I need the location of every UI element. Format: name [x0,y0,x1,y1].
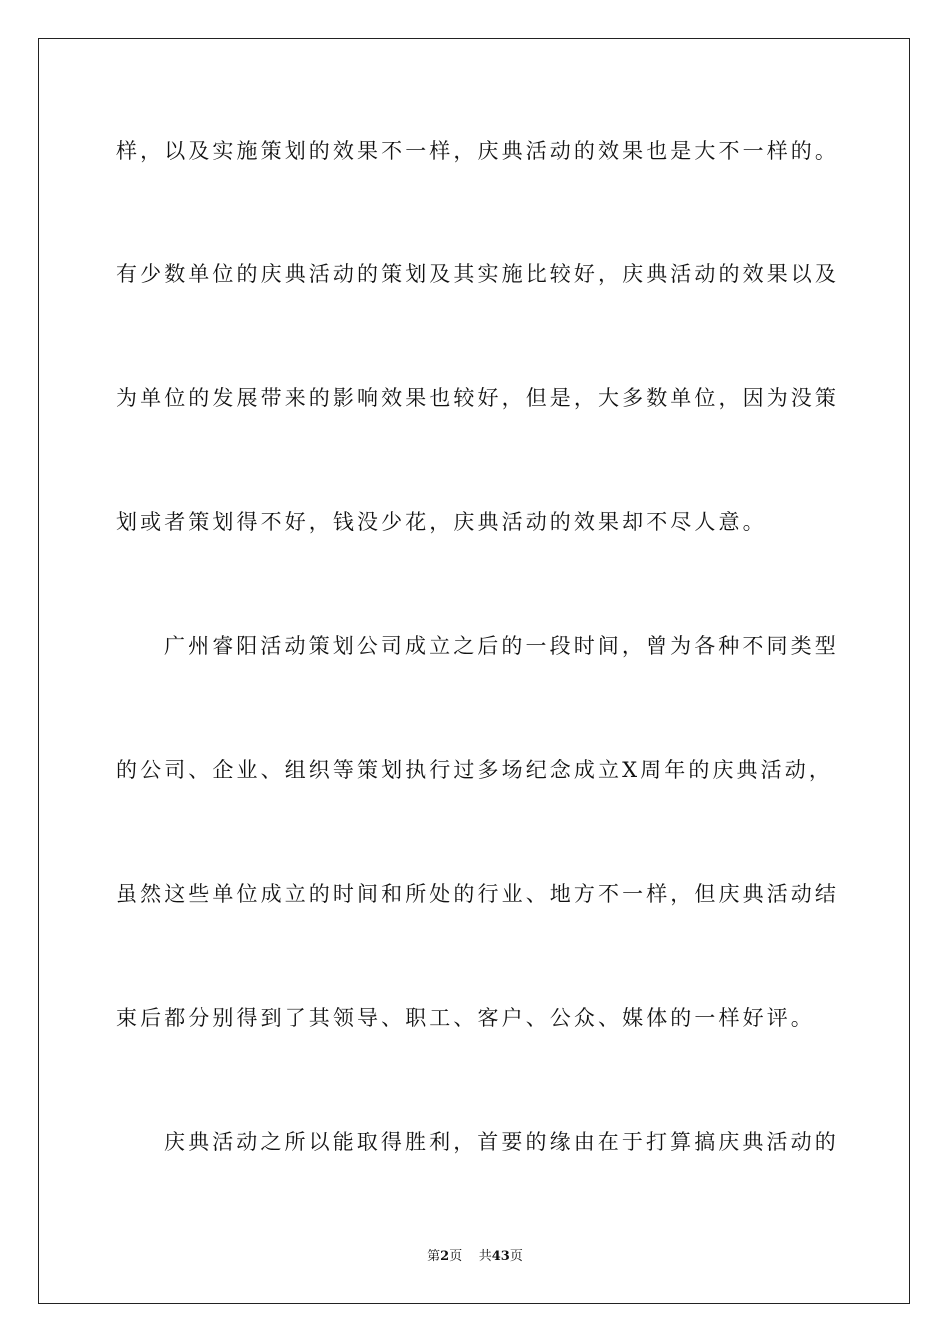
body-line-8: 束后都分别得到了其领导、职工、客户、公众、媒体的一样好评。 [116,1006,815,1030]
page-footer [0,1248,950,1266]
body-line-5-paragraph-start: 广州睿阳活动策划公司成立之后的一段时间，曾为各种不同类型 [164,634,839,658]
body-line-7: 虽然这些单位成立的时间和所处的行业、地方不一样，但庆典活动结 [116,882,839,906]
body-line-3: 为单位的发展带来的影响效果也较好，但是，大多数单位，因为没策 [116,386,839,410]
body-line-6: 的公司、企业、组织等策划执行过多场纪念成立X周年的庆典活动， [116,758,833,782]
page-prefix: 第 [427,1249,441,1264]
page-number: 2 [440,1249,450,1264]
total-prefix: 共 [478,1249,492,1264]
body-line-9-paragraph-start: 庆典活动之所以能取得胜利，首要的缘由在于打算搞庆典活动的 [164,1130,839,1154]
body-line-2: 有少数单位的庆典活动的策划及其实施比较好，庆典活动的效果以及 [116,262,839,286]
body-line-1: 样，以及实施策划的效果不一样，庆典活动的效果也是大不一样的。 [116,139,839,163]
total-suffix: 页 [509,1249,523,1264]
page-border [38,38,910,1304]
total-pages: 43 [491,1249,510,1264]
page-suffix: 页 [449,1249,463,1264]
body-line-4: 划或者策划得不好，钱没少花，庆典活动的效果却不尽人意。 [116,510,767,534]
